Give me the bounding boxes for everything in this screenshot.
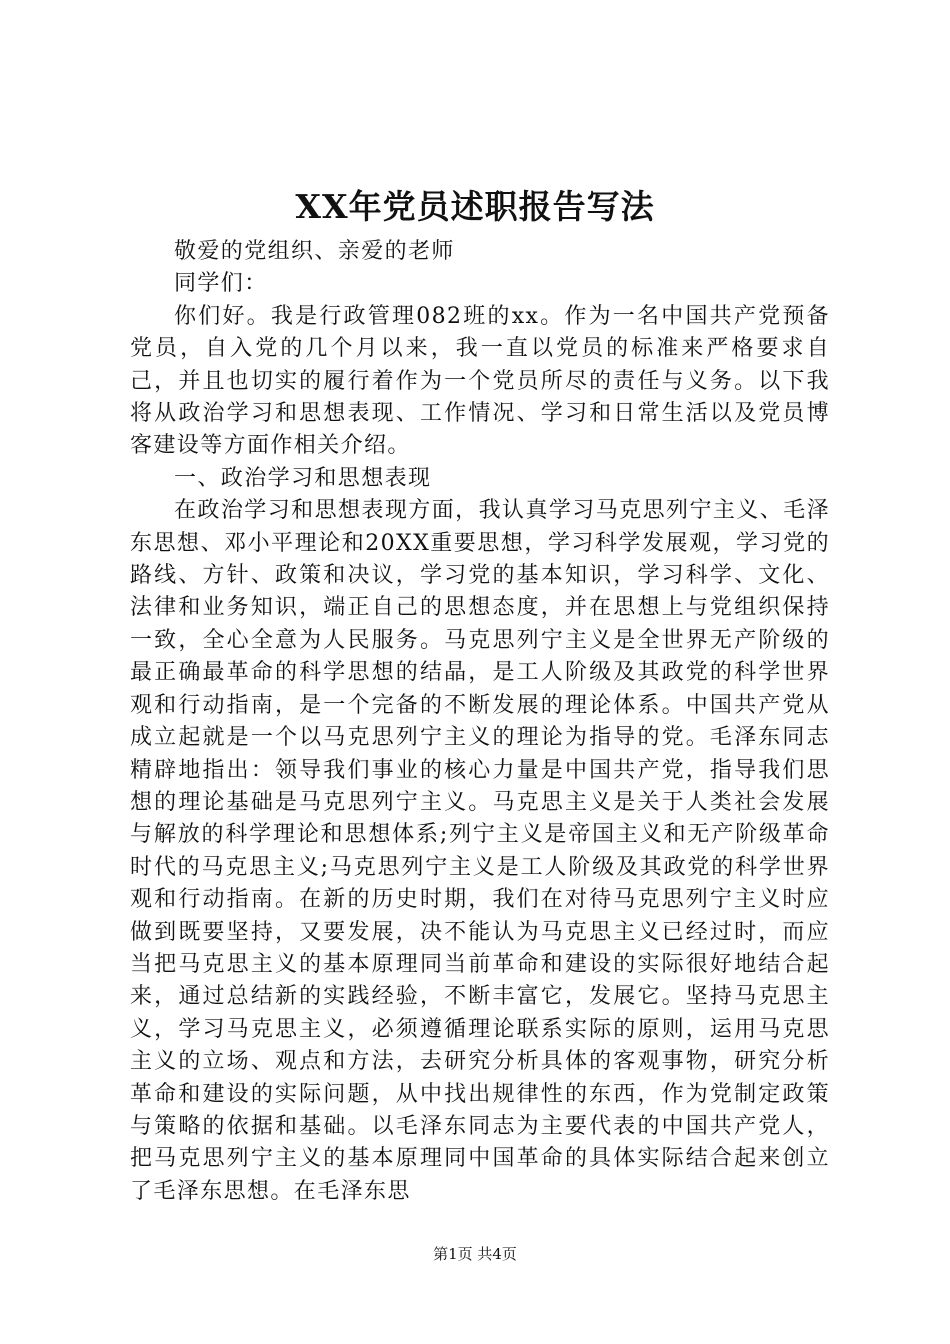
salutation-line-2: 同学们： xyxy=(174,271,268,297)
section-heading: 一、政治学习和思想表现 xyxy=(174,465,432,491)
document-body xyxy=(130,236,830,1208)
document-title: XX年党员述职报告写法 xyxy=(295,187,655,226)
salutation-line-1: 敬爱的党组织、亲爱的老师 xyxy=(174,239,455,264)
page-number-footer: 第1页 共4页 xyxy=(433,1245,517,1263)
intro-paragraph: 你们好。我是行政管理082班的xx。作为一名中国共产党预备党员，自入党的几个月以来，我一直以党员的标准来严格要求自己，并且也切实的履行着作为一个党员所尽的责任与义务。以下我将从政治学习和思想表现、工作情况、学习和日常生活以及党员博客建设等方面作相关介绍。 xyxy=(130,303,830,459)
body-paragraph: 在政治学习和思想表现方面，我认真学习马克思列宁主义、毛泽东思想、邓小平理论和20XX重要思想，学习科学发展观，学习党的路线、方针、政策和决议，学习党的基本知识，学习科学、文化、法律和业务知识，端正自己的思想态度，并在思想上与党组织保持一致，全心全意为人民服务。马克思列宁主义是全世界无产阶级的最正确最革命的科学思想的结晶，是工人阶级及其政党的科学世界观和行动指南，是一个完备的不断发展的理论体系。中国共产党从成立起就是一个以马克思列宁主义的理论为指导的党。毛泽东同志精辟地指出：领导我们事业的核心力量是中国共产党，指导我们思想的理论基础是马克思列宁主义。马克思主义是关于人类社会发展与解放的科学理论和思想体系;列宁主义是帝国主义和无产阶级革命时代的马克思主义;马克思列宁主义是工人阶级及其政党的科学世界观和行动指南。在新的历史时期，我们在对待马克思列宁主义时应做到既要坚持，又要发展，决不能认为马克思主义已经过时，而应当把马克思主义的基本原理同当前革命和建设的实际很好地结合起来，通过总结新的实践经验，不断丰富它，发展它。坚持马克思主义，学习马克思主义，必须遵循理论联系实际的原则，运用马克思主义的立场、观点和方法，去研究分析具体的客观事物，研究分析革命和建设的实际问题，从中找出规律性的东西，作为党制定政策与策略的依据和基础。以毛泽东同志为主要代表的中国共产党人，把马克思列宁主义的基本原理同中国革命的具体实际结合起来创立了毛泽东思想。在毛泽东思 xyxy=(130,498,830,1204)
